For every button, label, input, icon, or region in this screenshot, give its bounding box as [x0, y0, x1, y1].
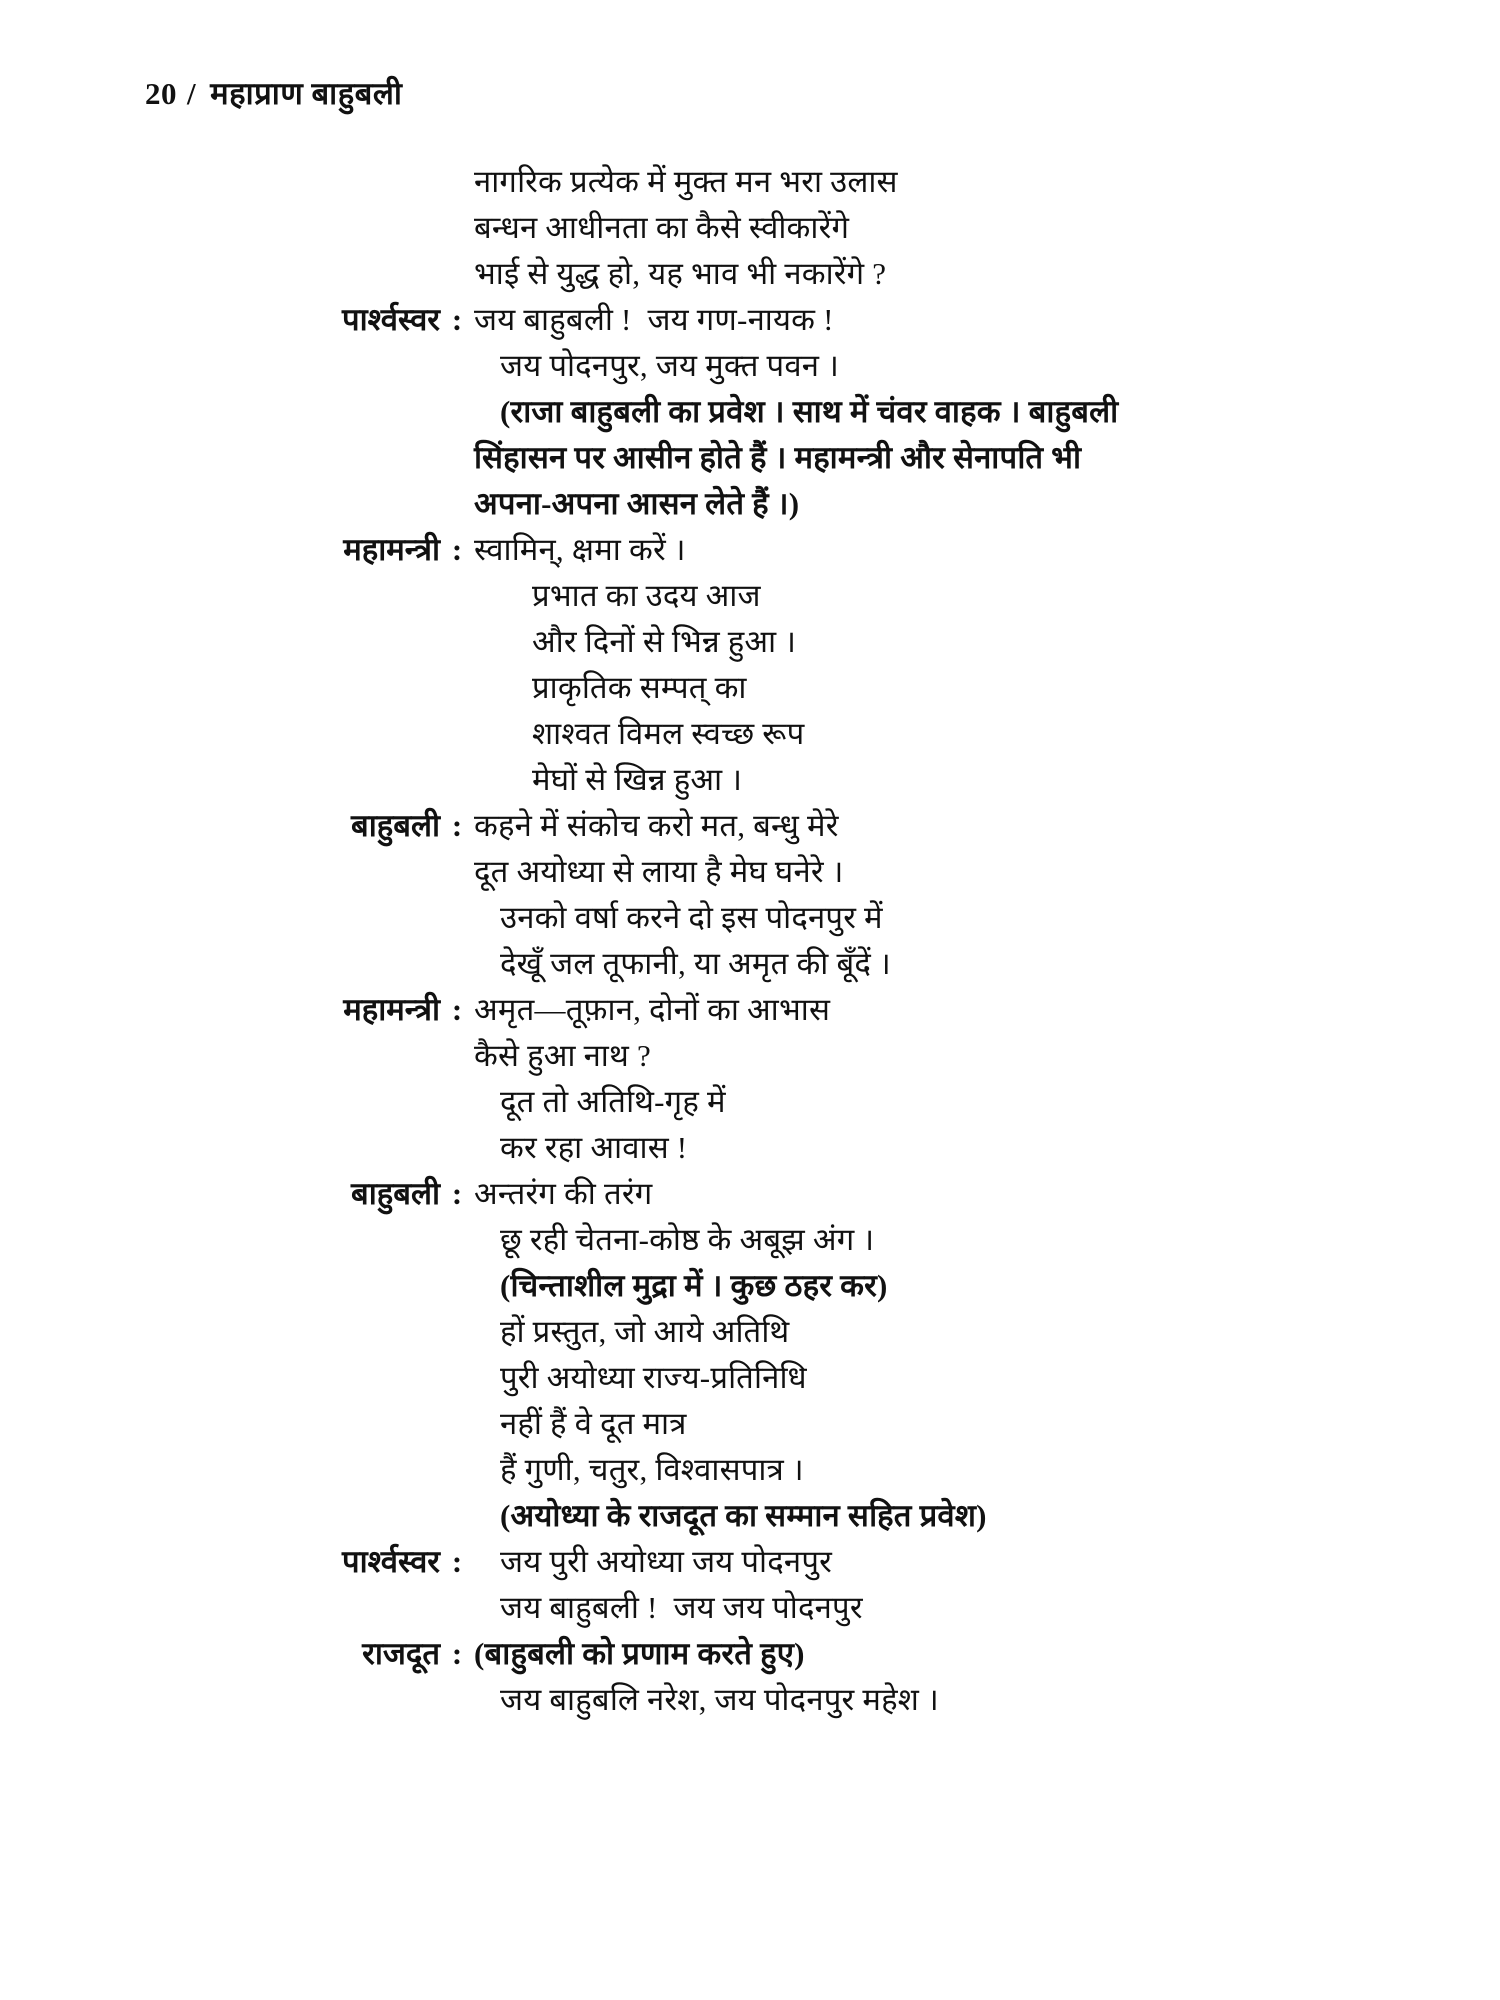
book-title: महाप्राण बाहुबली [210, 76, 403, 111]
verse-text: भाई से युद्ध हो, यह भाव भी नकारेंगे ? [474, 256, 887, 291]
dialogue-line [0, 298, 1500, 344]
verse-text: कैसे हुआ नाथ ? [474, 1038, 651, 1073]
verse-text: बन्धन आधीनता का कैसे स्वीकारेंगे [474, 210, 850, 245]
verse-text: जय बाहुबली ! जय गण-नायक ! [474, 302, 834, 337]
verse-text: नहीं हैं वे दूत मात्र [500, 1406, 687, 1441]
stage-direction: (बाहुबली को प्रणाम करते हुए) [474, 1636, 805, 1671]
speaker-colon: : [451, 992, 463, 1027]
verse-line [0, 1402, 1500, 1448]
stage-direction: (राजा बाहुबली का प्रवेश । साथ में चंवर वाहक । बाहुबली [500, 394, 1119, 429]
speaker-colon: : [451, 302, 463, 337]
verse-text: छू रही चेतना-कोष्ठ के अबूझ अंग । [500, 1222, 875, 1257]
verse-text: नागरिक प्रत्येक में मुक्त मन भरा उलास [474, 164, 898, 199]
speaker-label: पार्श्वस्वर [341, 1544, 440, 1579]
verse-line [0, 436, 1500, 482]
verse-text: देखूँ जल तूफानी, या अमृत की बूँदें । [500, 946, 891, 981]
dialogue-line [0, 528, 1500, 574]
dialogue-line [0, 1540, 1500, 1586]
verse-text: पुरी अयोध्या राज्य-प्रतिनिधि [500, 1360, 807, 1395]
script-body [0, 160, 1500, 1724]
verse-line [0, 942, 1500, 988]
verse-line [0, 482, 1500, 528]
verse-line [0, 1264, 1500, 1310]
verse-line [0, 850, 1500, 896]
dialogue-line [0, 1632, 1500, 1678]
speaker-colon: : [451, 532, 463, 567]
verse-text: जय पोदनपुर, जय मुक्त पवन । [500, 348, 840, 383]
verse-text: जय पुरी अयोध्या जय पोदनपुर [500, 1544, 833, 1579]
verse-line [0, 252, 1500, 298]
verse-text: स्वामिन्, क्षमा करें । [474, 532, 686, 567]
verse-text: प्राकृतिक सम्पत् का [532, 670, 747, 705]
speaker-label: पार्श्वस्वर [341, 302, 440, 337]
verse-text: और दिनों से भिन्न हुआ । [532, 624, 797, 659]
verse-line [0, 390, 1500, 436]
verse-text: अमृत—तूफ़ान, दोनों का आभास [474, 992, 831, 1027]
verse-line [0, 1310, 1500, 1356]
verse-line [0, 896, 1500, 942]
verse-line [0, 1218, 1500, 1264]
verse-text: शाश्वत विमल स्वच्छ रूप [532, 716, 805, 751]
verse-line [0, 1126, 1500, 1172]
verse-line [0, 758, 1500, 804]
verse-text: जय बाहुबलि नरेश, जय पोदनपुर महेश । [500, 1682, 939, 1717]
speaker-label: राजदूत [362, 1636, 440, 1671]
verse-line [0, 574, 1500, 620]
verse-line [0, 344, 1500, 390]
speaker-colon: : [451, 1544, 463, 1579]
speaker-colon: : [451, 1636, 463, 1671]
verse-text: प्रभात का उदय आज [532, 578, 761, 613]
speaker-label: महामन्त्री [343, 992, 440, 1027]
verse-text: जय बाहुबली ! जय जय पोदनपुर [500, 1590, 863, 1625]
verse-text: दूत अयोध्या से लाया है मेघ घनेरे । [474, 854, 844, 889]
dialogue-line [0, 1172, 1500, 1218]
verse-text: अन्तरंग की तरंग [474, 1176, 653, 1211]
verse-line [0, 1034, 1500, 1080]
verse-line [0, 1080, 1500, 1126]
verse-line [0, 1586, 1500, 1632]
running-head-separator: / [187, 76, 197, 111]
verse-line [0, 206, 1500, 252]
stage-direction: अपना-अपना आसन लेते हैं ।) [474, 486, 800, 521]
verse-text: हों प्रस्तुत, जो आये अतिथि [500, 1314, 790, 1349]
verse-line [0, 1356, 1500, 1402]
verse-line [0, 1494, 1500, 1540]
dialogue-line [0, 804, 1500, 850]
verse-line [0, 160, 1500, 206]
dialogue-line [0, 988, 1500, 1034]
verse-line [0, 620, 1500, 666]
verse-text: कर रहा आवास ! [500, 1130, 688, 1165]
speaker-colon: : [451, 808, 463, 843]
speaker-label: महामन्त्री [343, 532, 440, 567]
verse-text: दूत तो अतिथि-गृह में [500, 1084, 726, 1119]
running-head [145, 72, 402, 114]
speaker-label: बाहुबली [351, 808, 440, 843]
stage-direction: सिंहासन पर आसीन होते हैं । महामन्त्री और सेनापति भी [474, 440, 1082, 475]
verse-line [0, 666, 1500, 712]
page-number: 20 [145, 76, 177, 111]
stage-direction: (अयोध्या के राजदूत का सम्मान सहित प्रवेश) [500, 1498, 987, 1533]
verse-text: उनको वर्षा करने दो इस पोदनपुर में [500, 900, 883, 935]
verse-line [0, 712, 1500, 758]
verse-line [0, 1678, 1500, 1724]
verse-line [0, 1448, 1500, 1494]
verse-text: कहने में संकोच करो मत, बन्धु मेरे [474, 808, 839, 843]
verse-text: मेघों से खिन्न हुआ । [532, 762, 743, 797]
speaker-colon: : [451, 1176, 463, 1211]
speaker-label: बाहुबली [351, 1176, 440, 1211]
stage-direction: (चिन्ताशील मुद्रा में । कुछ ठहर कर) [500, 1268, 888, 1303]
verse-text: हैं गुणी, चतुर, विश्वासपात्र । [500, 1452, 804, 1487]
